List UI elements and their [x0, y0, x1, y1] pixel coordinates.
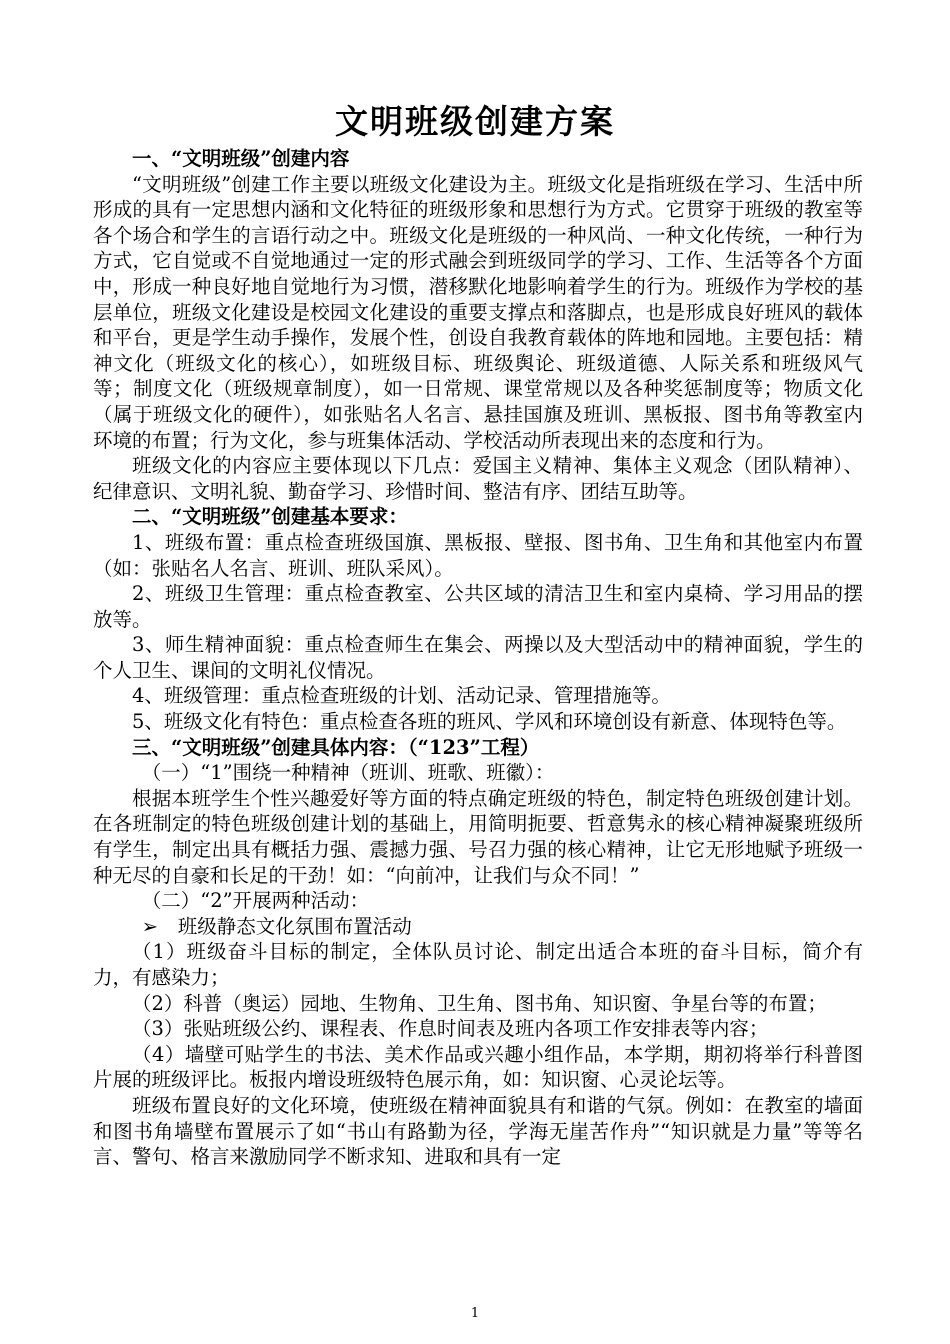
body-paragraph: 3、师生精神面貌：重点检查师生在集会、两操以及大型活动中的精神面貌，学生的个人卫生、课间的文明礼仪情况。	[93, 633, 863, 682]
body-paragraph: “文明班级”创建工作主要以班级文化建设为主。班级文化是指班级在学习、生活中所形成的具有一定思想内涵和文化特征的班级形象和思想行为方式。它贯穿于班级的教室等各个场合和学生的言语行动之中。班级文化是班级的一种风尚、一种文化传统，一种行为方式，它自觉或不自觉地通过一定的形式融会到班级同学的学习、工作、生活等各个方面中，形成一种良好地自觉地行为习惯，潜移默化地影响着学生的行为。班级作为学校的基层单位，班级文化建设是校园文化建设的重要支撑点和落脚点，也是形成良好班风的载体和平台，更是学生动手操作，发展个性，创设自我教育载体的阵地和园地。主要包括：精神文化（班级文化的核心），如班级目标、班级舆论、班级道德、人际关系和班级风气等；制度文化（班级规章制度），如一日常规、课堂常规以及各种奖惩制度等；物质文化（属于班级文化的硬件），如张贴名人名言、悬挂国旗及班训、黑板报、图书角等教室内环境的布置；行为文化，参与班集体活动、学校活动所表现出来的态度和行为。	[93, 172, 863, 452]
body-paragraph: （4）墙壁可贴学生的书法、美术作品或兴趣小组作品，本学期，期初将举行科普图片展的班级评比。板报内增设班级特色展示角，如：知识窗、心灵论坛等。	[93, 1042, 863, 1092]
body-paragraph: 班级文化的内容应主要体现以下几点：爱国主义精神、集体主义观念（团队精神）、纪律意识、文明礼貌、勤奋学习、珍惜时间、整洁有序、团结互助等。	[93, 454, 863, 503]
arrow-bullet-icon: ➢	[141, 914, 159, 938]
section-heading: 二、“文明班级”创建基本要求：	[132, 505, 408, 529]
body-paragraph: 班级布置良好的文化环境，使班级在精神面貌具有和谐的气氛。例如：在教室的墙面和图书角墙壁布置展示了如“书山有路勤为径，学海无崖苦作舟”“知识就是力量”等等名言、警句、格言来激励同学不断求知、进取和具有一定	[93, 1093, 863, 1169]
page-title: 文明班级创建方案	[335, 102, 615, 141]
bullet-item	[93, 914, 863, 940]
bullet-text: 班级静态文化氛围布置活动	[177, 914, 412, 938]
body-paragraph: 5、班级文化有特色：重点检查各班的班风、学风和环境创设有新意、体现特色等。	[132, 710, 847, 734]
subsection-heading: （二）“2”开展两种活动：	[141, 889, 370, 913]
body-paragraph: （2）科普（奥运）园地、生物角、卫生角、图书角、知识窗、争星台等的布置；	[132, 991, 827, 1015]
body-paragraph: 1、班级布置：重点检查班级国旗、黑板报、壁报、图书角、卫生角和其他室内布置（如：张贴名人名言、班训、班队采风）。	[93, 530, 863, 580]
subsection-heading: （一）“1”围绕一种精神（班训、班歌、班徽）：	[141, 761, 555, 785]
section-heading: 一、“文明班级”创建内容	[132, 147, 350, 170]
body-paragraph: （3）张贴班级公约、课程表、作息时间表及班内各项工作安排表等内容；	[132, 1017, 769, 1041]
section-heading: 三、“文明班级”创建具体内容：（“123”工程）	[132, 735, 540, 759]
body-paragraph: 2、班级卫生管理：重点检查教室、公共区域的清洁卫生和室内桌椅、学习用品的摆放等。	[93, 582, 863, 631]
body-paragraph: 根据本班学生个性兴趣爱好等方面的特点确定班级的特色，制定特色班级创建计划。在各班制定的特色班级创建计划的基础上，用简明扼要、哲意隽永的核心精神凝聚班级所有学生，制定出具有概括力强、震撼力强、号召力强的核心精神，让它无形地赋予班级一种无尽的自豪和长足的干劲！如：“向前冲，让我们与众不同！”	[93, 786, 863, 887]
body-paragraph: 4、班级管理：重点检查班级的计划、活动记录、管理措施等。	[132, 684, 671, 708]
document-body	[93, 146, 863, 1170]
body-paragraph: （1）班级奋斗目标的制定，全体队员讨论、制定出适合本班的奋斗目标，简介有力，有感染力；	[93, 940, 863, 989]
page-number: 1	[470, 1306, 480, 1321]
